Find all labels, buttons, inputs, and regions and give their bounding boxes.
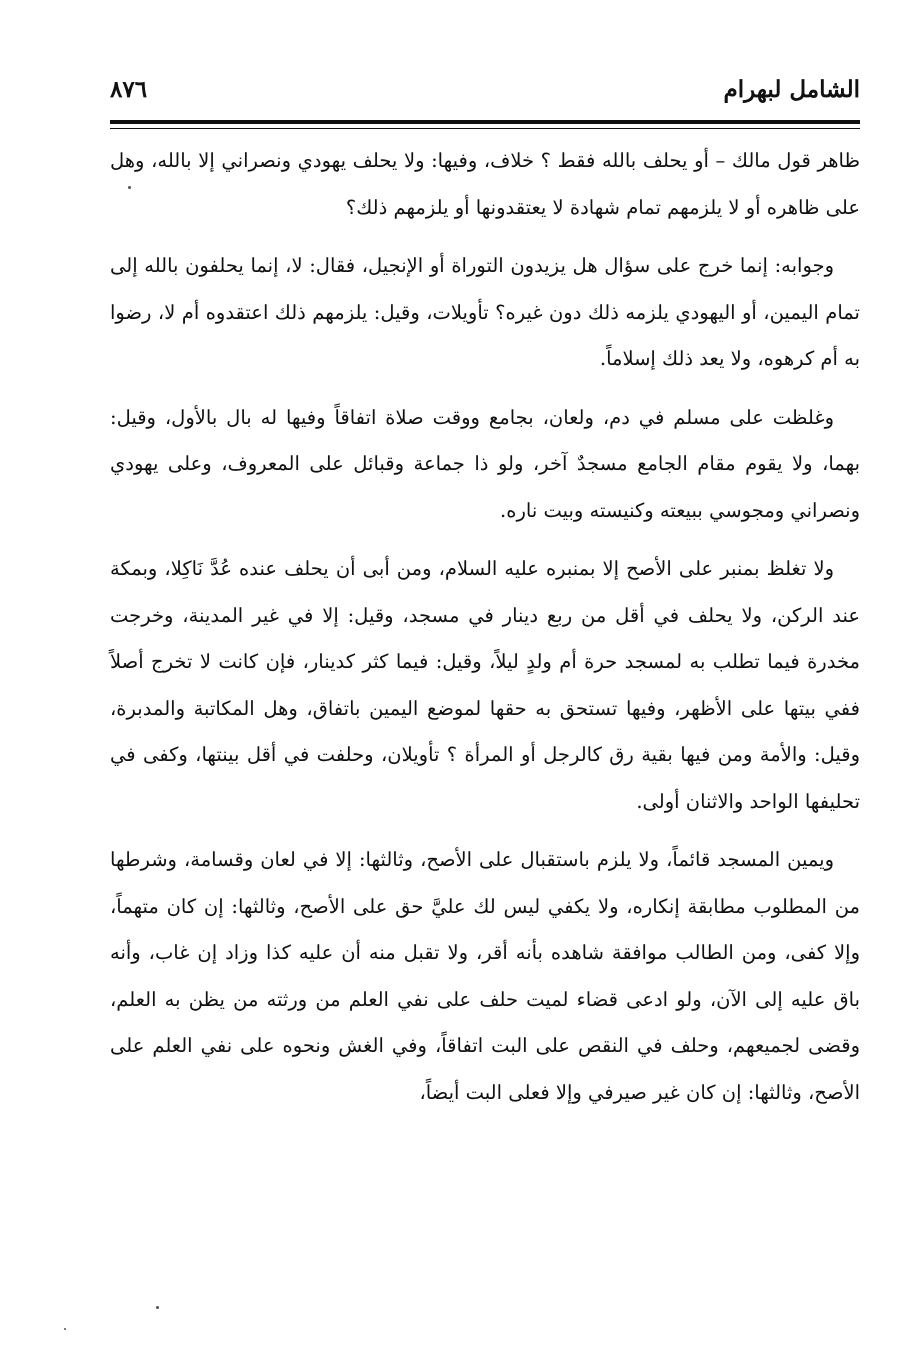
- scan-speck: [156, 1306, 159, 1309]
- header-rule-thin: [110, 128, 860, 129]
- running-header: [110, 72, 860, 116]
- book-title: الشامل لبهرام: [723, 76, 860, 103]
- paragraph-1: ظاهر قول مالك – أو يحلف بالله فقط ؟ خلاف، وفيها: ولا يحلف يهودي ونصراني إلا بالله، وهل على ظاهره أو لا يلزمهم تمام شهادة لا يعتقدونها أو يلزمهم ذلك؟: [110, 149, 860, 219]
- scan-speck: [64, 1328, 66, 1330]
- body-text: [110, 138, 860, 1128]
- paragraph-5: ويمين المسجد قائماً، ولا يلزم باستقبال على الأصح، وثالثها: إلا في لعان وقسامة، وشرطها من المطلوب مطابقة إنكاره، ولا يكفي ليس لك عليَّ حق على الأصح، وثالثها: إن كان متهماً، وإلا كفى، ومن الطالب موافقة شاهده بأنه أقر، ولا تقبل منه أن عليه كذا وزاد إن غاب، وأنه باق عليه إلى الآن، ولو ادعى قضاء لميت حلف على نفي العلم من ورثته من يظن به العلم، وقضى لجميعهم، وحلف في النقص على البت اتفاقاً، وفي الغش ونحوه على نفي العلم على الأصح، وثالثها: إن كان غير صيرفي وإلا فعلى البت أيضاً،: [110, 848, 860, 1104]
- paragraph-3: وغلظت على مسلم في دم، ولعان، بجامع ووقت صلاة اتفاقاً وفيها له بال بالأول، وقيل: بهما، ولا يقوم مقام الجامع مسجدٌ آخر، ولو ذا جماعة وقبائل على المعروف، وعلى يهودي ونصراني ومجوسي ببيعته وكنيسته وبيت ناره.: [110, 405, 860, 522]
- paragraph-2: وجوابه: إنما خرج على سؤال هل يزيدون التوراة أو الإنجيل، فقال: لا، إنما يحلفون بالله إلى تمام اليمين، أو اليهودي يلزمه ذلك دون غيره؟ تأويلات، وقيل: يلزمهم ذلك اعتقدوه أم لا، رضوا به أم كرهوه، ولا يعد ذلك إسلاماً.: [110, 254, 860, 370]
- scan-speck: [128, 186, 131, 189]
- paragraph-4: ولا تغلظ بمنبر على الأصح إلا بمنبره عليه السلام، ومن أبى أن يحلف عنده عُدَّ نَاكِلا، وبمكة عند الركن، ولا يحلف في أقل من ربع دينار في مسجد، وقيل: إلا في غير المدينة، وخرجت مخدرة فيما تطلب به لمسجد حرة أم ولدٍ ليلاً، وقيل: فيما كثر كدينار، فإن كانت لا تخرج أصلاً ففي بيتها على الأظهر، وفيها تستحق به حقها لموضع اليمين باتفاق، وهل المكاتبة والمدبرة، وقيل: والأمة ومن فيها بقية رق كالرجل أو المرأة ؟ تأويلان، وحلفت في أقل بينتها، وكفى في تحليفها الواحد والاثنان أولى.: [110, 557, 860, 813]
- page-number: ٨٧٦: [110, 76, 148, 103]
- header-rule-thick: [110, 120, 860, 124]
